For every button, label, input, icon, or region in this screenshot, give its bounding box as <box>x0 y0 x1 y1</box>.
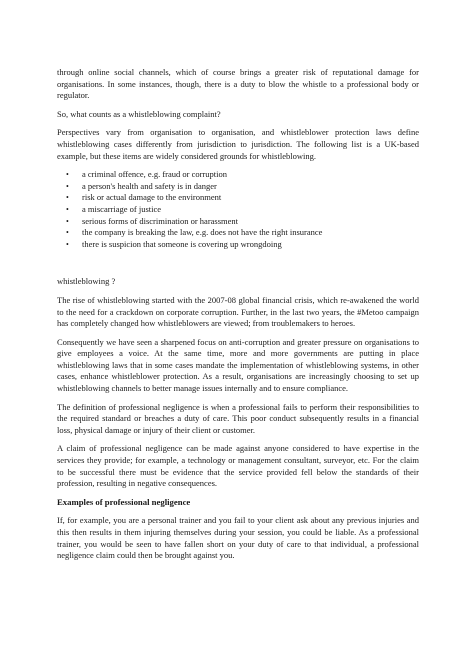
list-item: • serious forms of discrimination or harassment <box>82 216 419 228</box>
paragraph-example: If, for example, you are a personal trainer and you fail to your client ask about any previous injuries and this then results in them injuring themselves during your session, you could be liable. As a professional trainer, you would be seen to have fallen short on your duty of care to that individual, a professional negligence claim could then be brought against you. <box>57 515 419 561</box>
paragraph-question: So, what counts as a whistleblowing complaint? <box>57 108 221 119</box>
grounds-list <box>57 169 419 250</box>
blank-gap <box>57 257 419 276</box>
list-item: • a criminal offence, e.g. fraud or corruption <box>82 169 419 181</box>
list-item: • a miscarriage of justice <box>82 204 419 216</box>
list-item: • the company is breaking the law, e.g. does not have the right insurance <box>82 227 419 239</box>
list-item: • a person's health and safety is in danger <box>82 181 419 193</box>
paragraph-definition: The definition of professional negligence is when a professional fails to perform their responsibilities to the required standard or breaches a duty of care. This poor conduct subsequently results in a financial loss, physical damage or injury of their client or customer. <box>57 401 419 435</box>
list-item: • there is suspicion that someone is covering up wrongdoing <box>82 239 419 251</box>
document-body <box>57 67 419 569</box>
paragraph-perspectives: Perspectives vary from organisation to organisation, and whistleblower protection laws define whistleblowing cases differently from jurisdiction to jurisdiction. The following list is a UK-based example, but these items are widely considered grounds for whistleblowing. <box>57 127 419 161</box>
paragraph-intro-continued: through online social channels, which of course brings a greater risk of reputational damage for organisations. In some instances, though, there is a duty to blow the whistle to a professional body or regulator. <box>57 67 419 101</box>
list-item: • risk or actual damage to the environment <box>82 192 419 204</box>
paragraph-consequently: Consequently we have seen a sharpened focus on anti-corruption and greater pressure on organisations to give employees a voice. At the same time, more and more governments are putting in place whistleblowing laws that in some cases mandate the implementation of whistleblowing systems, in other cases, enhance whistleblower protection. As a result, organisations are increasingly choosing to set up whistleblowing channels to better manage issues internally and to ensure compliance. <box>57 336 419 394</box>
heading-examples: Examples of professional negligence <box>57 496 191 507</box>
paragraph-section-label: whistleblowing ? <box>57 276 116 287</box>
paragraph-claim: A claim of professional negligence can be made against anyone considered to have expertise in the services they provide; for example, a technology or management consultant, surveyor, etc. For the claim to be successful there must be evidence that the service provided fell below the standards of their profession, resulting in negative consequences. <box>57 443 419 489</box>
paragraph-rise: The rise of whistleblowing started with the 2007-08 global financial crisis, which re-awakened the world to the need for a crackdown on corporate corruption. Further, in the last two years, the #Metoo campaign has completely changed how whistleblowers are viewed; from troublemakers to heroes. <box>57 294 419 329</box>
